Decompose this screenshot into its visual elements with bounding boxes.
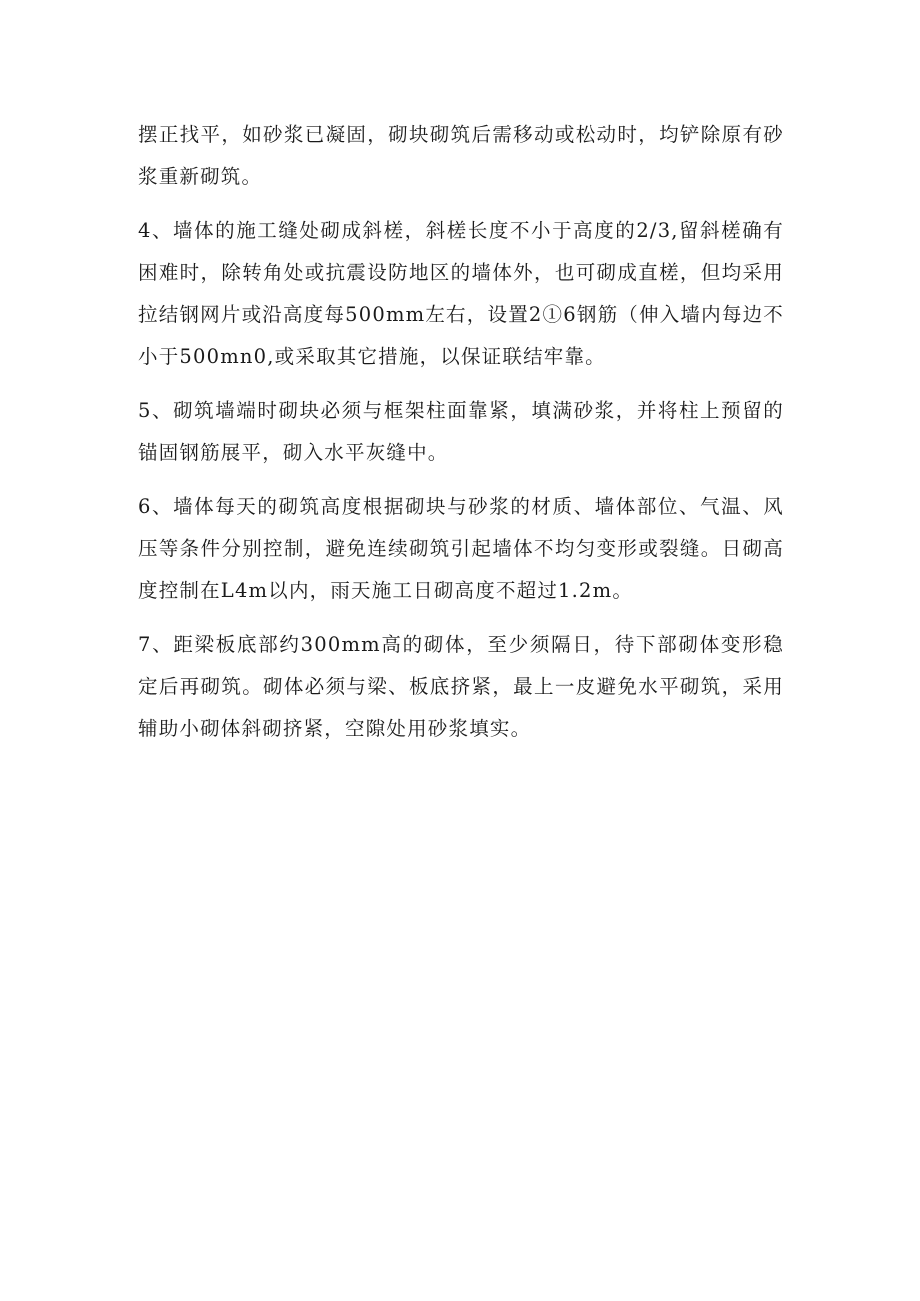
paragraph-item-4: 4、墙体的施工缝处砌成斜槎，斜槎长度不小于高度的2/3,留斜槎确有困难时，除转角处或抗震设防地区的墙体外，也可砌成直槎，但均采用拉结钢网片或沿高度每500mm左右，设置2①6钢筋（伸入墙内每边不小于500mn0,或采取其它措施，以保证联结牢靠。 — [138, 219, 784, 368]
paragraph-item-5: 5、砌筑墙端时砌块必须与框架柱面靠紧，填满砂浆，并将柱上预留的锚固钢筋展平，砌入水平灰缝中。 — [138, 399, 784, 464]
document-body — [138, 114, 784, 762]
paragraph-continuation: 摆正找平，如砂浆已凝固，砌块砌筑后需移动或松动时，均铲除原有砂浆重新砌筑。 — [138, 123, 784, 188]
paragraph-item-6: 6、墙体每天的砌筑高度根据砌块与砂浆的材质、墙体部位、气温、风压等条件分别控制，避免连续砌筑引起墙体不均匀变形或裂缝。日砌高度控制在L4m以内，雨天施工日砌高度不超过1.2m。 — [138, 495, 784, 602]
paragraph-item-7: 7、距梁板底部约300mm高的砌体，至少须隔日，待下部砌体变形稳定后再砌筑。砌体必须与梁、板底挤紧，最上一皮避免水平砌筑，采用辅助小砌体斜砌挤紧，空隙处用砂浆填实。 — [138, 633, 784, 740]
